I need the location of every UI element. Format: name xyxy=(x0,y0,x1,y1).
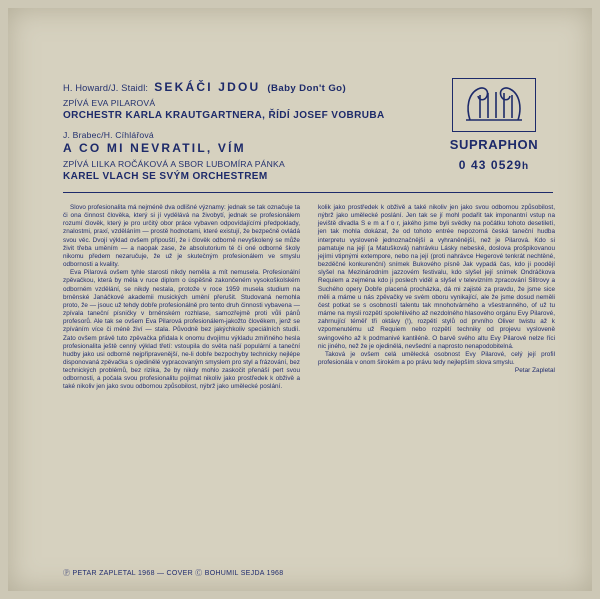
liner-signature: Petar Zapletal xyxy=(514,367,555,375)
credits-block xyxy=(63,80,433,183)
track-1-vocalist: ZPÍVÁ EVA PILAROVÁ xyxy=(63,98,156,108)
liner-paragraph: Taková je ovšem celá umělecká osobnost Evy Pilarové, celý její profil profesionála v onom širokém a po právu tedy nejlepším slova smyslu. xyxy=(318,350,555,366)
track-2-composer: J. Brabec/H. Cíhlářová xyxy=(63,130,154,140)
track-1-title-row xyxy=(63,80,433,94)
track-1-orchestra: ORCHESTR KARLA KRAUTGARTNERA, ŘÍDÍ JOSEF VOBRUBA xyxy=(63,110,385,121)
track-1-alt-title: (Baby Don't Go) xyxy=(267,83,347,94)
catalog-number-value: 0 43 0529 xyxy=(458,158,523,172)
liner-column-left xyxy=(63,204,300,392)
label-brand-name: SUPRAPHON xyxy=(449,137,539,152)
label-logo-block xyxy=(438,78,550,172)
track-2-title: A CO MI NEVRATIL, VÍM xyxy=(63,141,246,155)
catalog-number xyxy=(438,158,550,172)
copyright-line xyxy=(63,568,555,578)
liner-notes xyxy=(63,204,555,392)
lyre-harp-icon xyxy=(452,78,536,132)
liner-column-right xyxy=(318,204,555,392)
track-1-composer: H. Howard/J. Staidl: xyxy=(63,83,149,93)
paper-surface xyxy=(8,8,592,591)
copyright-text: Ⓟ PETAR ZAPLETAL 1968 — COVER Ⓒ BOHUMIL SEJDA 1968 xyxy=(63,570,284,577)
track-2-orchestra: KAREL VLACH SE SVÝM ORCHESTREM xyxy=(63,171,268,182)
track-2-title-row xyxy=(63,141,433,155)
liner-paragraph: kolik jako prostředek k obživě a také nikoliv jen jako svou odbornou způsobilost, nýbrž jako umělecké poslání. Jen tak se jí mohl podařit tak imponantní vstup na jeviště divadla S e m a f o r, jakého jsme byli svědky na počátku tohoto desetiletí, jen tak mohla dokázat, že od tohoto entrée nepozorná česká taneční hudba interpretu vysloveně jednoznačnější a vyhraněnější, než je Pilarová. Kdo si pamatuje na její (a Matušková) nahrávku Lásky nebeské, doslova prošpikovanou jejími vtipnými extempore, nebo na její (proti nahrávce Hegerové tenkrát nechtěné, bezděčné konkurenční) snímek Bukového písně Jak vypadá čas, kdo ji poodějí slyšel na Mezinárodním jazzovém festivalu, kdo slyšel její snímek Ondráčkova Requiem a zejména kdo ji poslech viděl a slyšel v televizním zpracování Slitrovy a Suchého opery Dobře placená procházka, dá mi zajisté za pravdu, že jsme sice měli a máme u nás zpěvačky ve svém oboru vynikající, ale že jsme dosud neměli čest potkat se s osobností talentu tak mnohotvárného a všestranného, of už tu máme na mysli rozpětí spolehlivého až nezdolného hlasového orgánu Evy Pilarové, zahrnující téměř tři oktávy (!), rozpětí stylů od prvního Oliver twistu až k vzpomenutému už Requiem nebo rozpětí techniky od projevu vysloveně swingového až k podmanivé kantiléně. O barvě svého altu Evy Pilarové nelze říci nic jiného, než že je ojedinělá, nevšední a naprosto nenapodobitelná. xyxy=(318,204,555,350)
catalog-number-suffix: h xyxy=(522,161,530,172)
track-2-vocalist: ZPÍVÁ LILKA ROČÁKOVÁ A SBOR LUBOMÍRA PÁNKA xyxy=(63,159,285,169)
track-1-title: SEKÁČI JDOU xyxy=(154,80,261,94)
liner-paragraph: Eva Pilarová ovšem tyhle starosti nikdy neměla a mít nemusela. Profesionální zpěvačkou, která by měla v ruce diplom o úspěšně zakončeném vysokoškolském odborném vzdělání, se nikdy nestala, protože v roce 1959 musela studium na brněnské Janáčkové akademii musických umění přerušit. Studovaná nemohla proto, že — jsouc už tehdy dobře profesionálně pro tento druh činnosti vybavena — zpívala taneční písničky v brněnském rozhlase, samozřejmě proti vůli pánů profesorů. Ale tak se ovšem Eva Pilarová profesionálem-jakožto člověkem, jenž se zpíváním více či méně živí — stala. Původně bez jakýchkoliv speciálních studií. Zato ovšem právě tuto zpěvačka přidala k onomu dvojímu výkladu zmiňného hesla profesionalita ještě cenný výklad třetí: vstoupila do světa naší populární a taneční hudby jako usi odborně nejpřipravenější, ne-li dobře bezpochyby technicky nejlépe disponovaná zpěvačka s ojedinělé vypracovaným smyslem pro styl a frázování, bez technických problémů, bez rizika, že by nikdy mohlo zaskočit přenáší pert svou odbornosti, a počala svou profesionalitu pojímat nikoliv jako prostředek k obživě a také nikoliv jen jako svou odbornou způsobilost, nýbrž jako umělecké poslání. xyxy=(63,269,300,391)
divider-rule xyxy=(63,192,553,193)
liner-paragraph: Slovo profesionalita má nejméně dva odlišné významy: jednak se tak označuje ta či ona činnost člověka, který si jí vydělává na živobytí, jednak se profesionálem rozumí člověk, který je pro určitý obor práce vybaven odpovídajícími předpoklady, znalostmi, praxí, vzděláním — prostě hodnotami, které existují, že bezpečně ovládá svou věc. Dvojí výklad ovšem připouští, že i člověk odborně nevyškolený se může živit třeba uměním — a naopak zase, že absolutorium té či oné odborné školy nikomu předem nezaručuje, že už je skutečným profesionálem ve smyslu odbornosti a kvality. xyxy=(63,204,300,269)
